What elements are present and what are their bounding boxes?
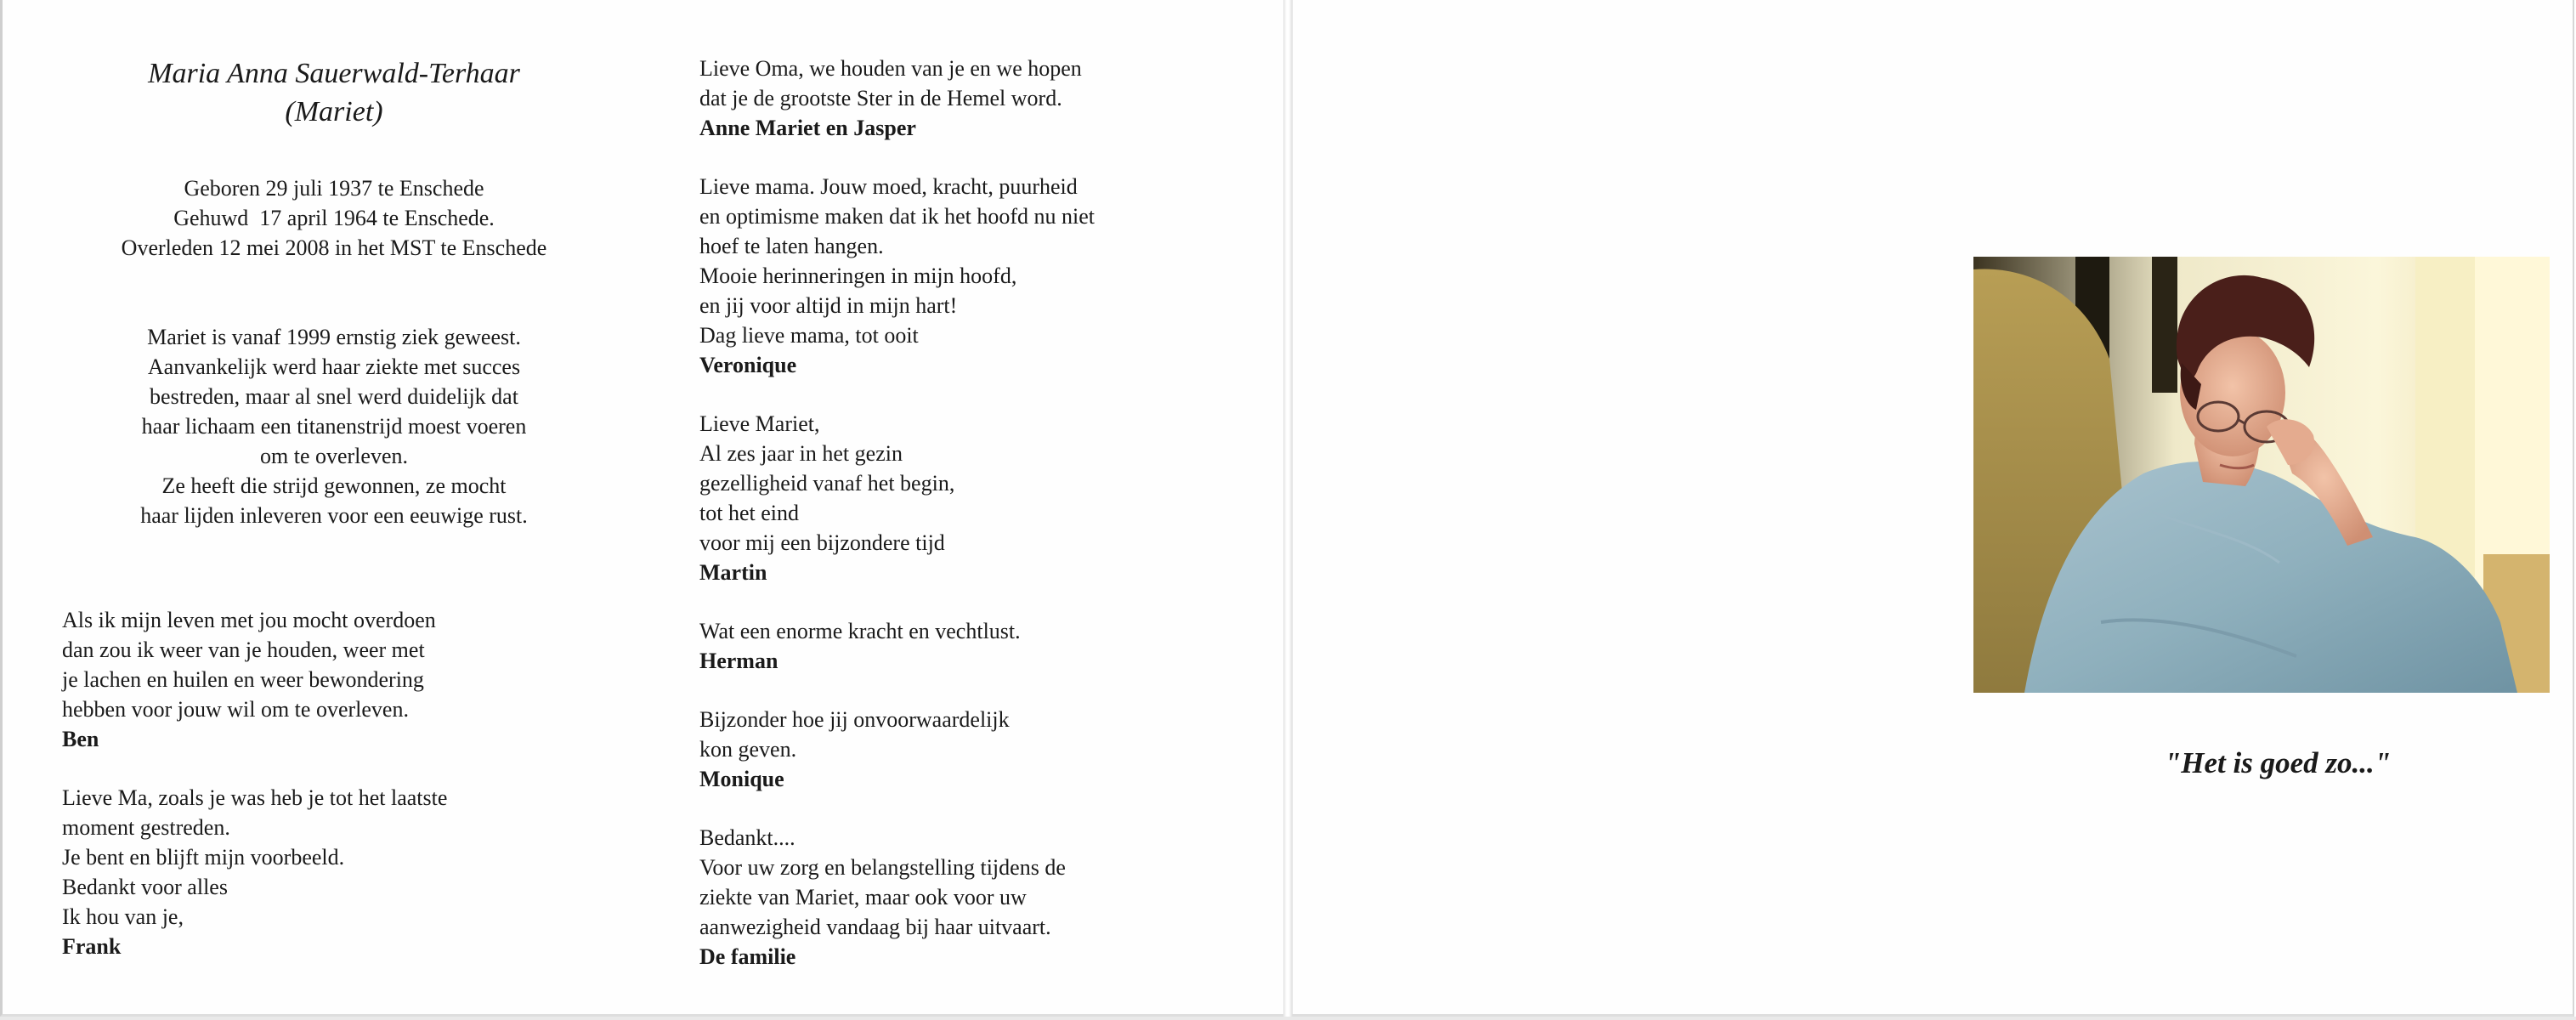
message-line: Lieve Mariet,	[699, 411, 820, 436]
scan-bottom-edge	[0, 1017, 2576, 1020]
message-line: tot het eind	[699, 501, 799, 525]
message-line: Lieve mama. Jouw moed, kracht, puurheid	[699, 174, 1078, 199]
message-line: Als ik mijn leven met jou mocht overdoen	[62, 608, 436, 632]
message-line: Mooie herinneringen in mijn hoofd,	[699, 264, 1017, 288]
story-line: haar lichaam een titanenstrijd moest voeren	[141, 414, 527, 439]
message-line: Ik hou van je,	[62, 904, 184, 929]
message-line: voor mij een bijzondere tijd	[699, 530, 945, 555]
message-line: Al zes jaar in het gezin	[699, 441, 903, 466]
birth-line: Geboren 29 juli 1937 te Enschede	[184, 176, 484, 201]
message-veronique	[699, 172, 1243, 380]
message-line: ziekte van Mariet, maar ook voor uw	[699, 885, 1027, 910]
story-line: bestreden, maar al snel werd duidelijk dat	[150, 384, 518, 409]
story-line: haar lijden inleveren voor een eeuwige rust.	[140, 503, 528, 528]
message-line: kon geven.	[699, 737, 797, 762]
left-column	[62, 54, 606, 961]
message-monique	[699, 705, 1243, 794]
message-line: hoef te laten hangen.	[699, 234, 884, 258]
message-line: hebben voor jouw wil om te overleven.	[62, 697, 409, 722]
message-frank	[62, 783, 606, 961]
message-signature: Martin	[699, 560, 767, 585]
card-fold	[1283, 0, 1293, 1020]
portrait-photo	[1973, 257, 2550, 693]
message-line: Bedankt....	[699, 825, 795, 850]
message-line: en optimisme maken dat ik het hoofd nu niet	[699, 204, 1096, 229]
message-herman	[699, 616, 1243, 676]
name-block	[62, 54, 606, 131]
message-line: Lieve Ma, zoals je was heb je tot het laatste	[62, 785, 448, 810]
story-paragraph	[62, 322, 606, 530]
message-grandchildren	[699, 54, 1243, 143]
message-line: dat je de grootste Ster in de Hemel word.	[699, 86, 1062, 110]
message-line: moment gestreden.	[62, 815, 230, 840]
message-line: je lachen en huilen en weer bewondering	[62, 667, 424, 692]
message-signature: Veronique	[699, 353, 797, 377]
message-line: Lieve Oma, we houden van je en we hopen	[699, 56, 1082, 81]
message-line: Bedankt voor alles	[62, 875, 228, 899]
message-line: Wat een enorme kracht en vechtlust.	[699, 619, 1021, 643]
message-signature: Frank	[62, 934, 122, 959]
message-signature: Herman	[699, 649, 778, 673]
message-line: dan zou ik weer van je houden, weer met	[62, 638, 425, 662]
message-family	[699, 823, 1243, 972]
message-signature: Anne Mariet en Jasper	[699, 116, 916, 140]
middle-column	[699, 54, 1243, 972]
message-line: Je bent en blijft mijn voorbeeld.	[62, 845, 345, 870]
motto-quote: "Het is goed zo..."	[2164, 746, 2392, 779]
message-line: Dag lieve mama, tot ooit	[699, 323, 919, 348]
message-line: en jij voor altijd in mijn hart!	[699, 293, 958, 318]
message-line: Voor uw zorg en belangstelling tijdens de	[699, 855, 1066, 880]
message-ben	[62, 605, 606, 754]
deceased-nickname: (Mariet)	[285, 96, 383, 128]
story-line: Ze heeft die strijd gewonnen, ze mocht	[161, 473, 507, 498]
story-line: om te overleven.	[260, 444, 408, 468]
message-line: gezelligheid vanaf het begin,	[699, 471, 955, 496]
message-line: aanwezigheid vandaag bij haar uitvaart.	[699, 915, 1051, 939]
portrait-illustration	[1973, 257, 2550, 693]
message-martin	[699, 409, 1243, 587]
message-signature: Monique	[699, 767, 784, 791]
story-line: Aanvankelijk werd haar ziekte met succes	[147, 354, 521, 379]
death-line: Overleden 12 mei 2008 in het MST te Enschede	[121, 235, 547, 260]
message-signature: Ben	[62, 727, 99, 751]
marriage-line: Gehuwd 17 april 1964 te Enschede.	[173, 206, 495, 230]
left-page	[0, 0, 1283, 1017]
deceased-name: Maria Anna Sauerwald-Terhaar	[148, 58, 520, 89]
life-dates	[62, 173, 606, 263]
message-line: Bijzonder hoe jij onvoorwaardelijk	[699, 707, 1010, 732]
message-signature: De familie	[699, 944, 796, 969]
story-line: Mariet is vanaf 1999 ernstig ziek geweest.	[147, 325, 521, 349]
